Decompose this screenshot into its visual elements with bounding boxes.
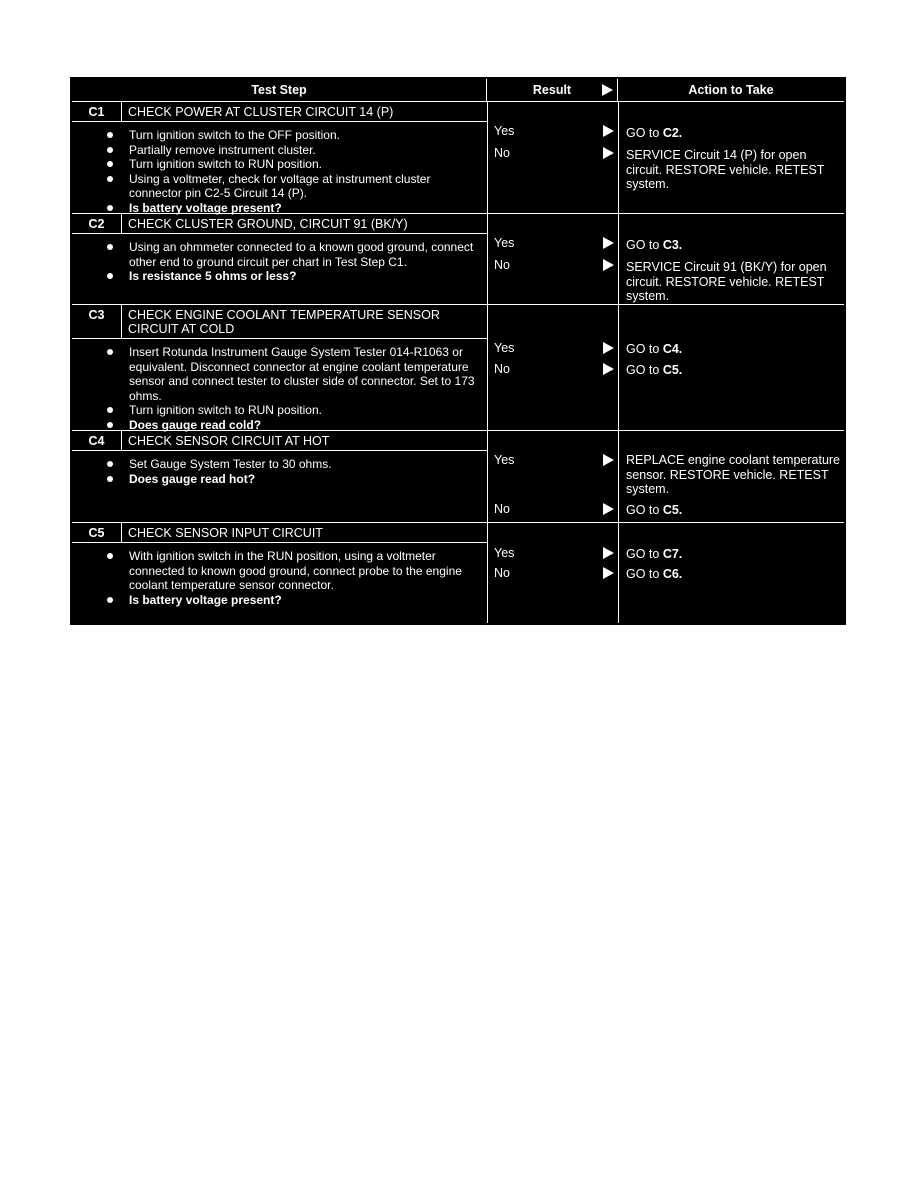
- step-description: [72, 523, 488, 623]
- step-title-row: [72, 214, 487, 234]
- test-step-row: [72, 431, 844, 523]
- action-cell: [619, 523, 844, 623]
- result-cell: [488, 102, 619, 213]
- action-text: [626, 342, 840, 357]
- action-cell: [619, 214, 844, 304]
- action-prefix: GO to: [626, 342, 663, 356]
- step-description: [72, 305, 488, 430]
- step-description: [72, 431, 488, 522]
- result-no: [494, 502, 614, 516]
- step-instructions: [72, 451, 487, 491]
- step-description: [72, 102, 488, 213]
- action-cell: [619, 431, 844, 522]
- step-title: CHECK POWER AT CLUSTER CIRCUIT 14 (P): [128, 105, 394, 119]
- action-step-ref: C7.: [662, 547, 683, 561]
- action-text: [626, 547, 840, 562]
- action-text: [626, 503, 840, 518]
- result-label: No: [494, 146, 510, 160]
- arrow-right-icon: [603, 363, 614, 375]
- action-text: REPLACE engine coolant temperature sensor. RESTORE vehicle. RETEST system.: [626, 453, 841, 496]
- table-header: [72, 79, 844, 102]
- action-text: [626, 126, 840, 141]
- step-description: [72, 214, 488, 304]
- test-step-row: [72, 305, 844, 431]
- action-step-ref: C6.: [662, 567, 683, 581]
- instruction-question: Does gauge read cold?: [129, 418, 481, 433]
- arrow-right-icon: [603, 147, 614, 159]
- instruction-item: With ignition switch in the RUN position, using a voltmeter connected to known good ground, connect probe to the engine coolant temperature sensor connector.: [129, 549, 481, 593]
- instruction-item: Turn ignition switch to RUN position.: [129, 403, 481, 418]
- action-prefix: GO to: [626, 126, 663, 140]
- action-step-ref: C3.: [662, 238, 683, 252]
- result-label: No: [494, 362, 510, 376]
- step-title-row: [72, 431, 487, 451]
- action-text: SERVICE Circuit 91 (BK/Y) for open circuit. RESTORE vehicle. RETEST system.: [626, 260, 827, 303]
- result-label: Yes: [494, 124, 515, 138]
- arrow-right-icon: [603, 503, 614, 515]
- action-step-ref: C4.: [662, 342, 683, 356]
- result-yes: [494, 341, 614, 355]
- instruction-question: Is battery voltage present?: [129, 201, 481, 216]
- result-label: Yes: [494, 453, 515, 467]
- action-cell: [619, 102, 844, 213]
- result-label: Yes: [494, 341, 515, 355]
- result-label: No: [494, 566, 510, 580]
- header-test-step: Test Step: [72, 79, 487, 101]
- arrow-right-icon: [602, 84, 613, 96]
- step-id: C2: [72, 214, 122, 233]
- action-prefix: GO to: [626, 503, 663, 517]
- step-id: C4: [72, 431, 122, 450]
- diagnostic-table: [70, 77, 846, 625]
- step-id: C3: [72, 305, 122, 338]
- arrow-right-icon: [603, 125, 614, 137]
- step-title-row: [72, 305, 487, 339]
- step-title: CHECK CLUSTER GROUND, CIRCUIT 91 (BK/Y): [128, 217, 408, 231]
- result-yes: [494, 453, 614, 467]
- instruction-question: Does gauge read hot?: [129, 472, 481, 487]
- result-no: [494, 146, 614, 160]
- result-label: Yes: [494, 546, 515, 560]
- action-text: [626, 238, 840, 253]
- instruction-item: Partially remove instrument cluster.: [129, 143, 481, 158]
- result-cell: [488, 305, 619, 430]
- result-label: No: [494, 502, 510, 516]
- test-step-row: [72, 523, 844, 623]
- action-step-ref: C5.: [662, 363, 683, 377]
- step-title: CHECK SENSOR INPUT CIRCUIT: [128, 526, 323, 540]
- step-title-row: [72, 523, 487, 543]
- instruction-item: Using an ohmmeter connected to a known good ground, connect other end to ground circuit per chart in Test Step C1.: [129, 240, 481, 269]
- header-result: Result: [532, 83, 572, 97]
- result-cell: [488, 214, 619, 304]
- action-step-ref: C5.: [662, 503, 683, 517]
- arrow-right-icon: [603, 237, 614, 249]
- action-text: SERVICE Circuit 14 (P) for open circuit. RESTORE vehicle. RETEST system.: [626, 148, 825, 191]
- arrow-right-icon: [603, 567, 614, 579]
- instruction-item: Insert Rotunda Instrument Gauge System Tester 014-R1063 or equivalent. Disconnect connector at engine coolant temperature sensor and connect tester to cluster side of connector. Set to 173 ohms.: [129, 345, 481, 403]
- result-yes: [494, 546, 614, 560]
- action-cell: [619, 305, 844, 430]
- action-text: [626, 363, 840, 378]
- instruction-item: Using a voltmeter, check for voltage at instrument cluster connector pin C2-5 Circuit 14 (P).: [129, 172, 481, 201]
- instruction-question: Is resistance 5 ohms or less?: [129, 269, 481, 284]
- arrow-right-icon: [603, 454, 614, 466]
- arrow-right-icon: [603, 342, 614, 354]
- result-label: Yes: [494, 236, 515, 250]
- instruction-item: Set Gauge System Tester to 30 ohms.: [129, 457, 481, 472]
- action-step-ref: C2.: [662, 126, 683, 140]
- result-cell: [488, 431, 619, 522]
- step-id: C5: [72, 523, 122, 542]
- result-yes: [494, 236, 614, 250]
- action-prefix: GO to: [626, 238, 663, 252]
- test-step-row: [72, 102, 844, 214]
- step-instructions: [72, 234, 487, 289]
- result-cell: [488, 523, 619, 623]
- step-id: C1: [72, 102, 122, 121]
- result-no: [494, 258, 614, 272]
- step-instructions: [72, 122, 487, 220]
- test-step-row: [72, 214, 844, 305]
- action-text: [626, 567, 840, 582]
- instruction-item: Turn ignition switch to RUN position.: [129, 157, 481, 172]
- arrow-right-icon: [603, 547, 614, 559]
- result-yes: [494, 124, 614, 138]
- step-title: CHECK ENGINE COOLANT TEMPERATURE SENSOR CIRCUIT AT COLD: [128, 308, 440, 336]
- step-instructions: [72, 543, 487, 612]
- header-result-cell: [487, 79, 618, 101]
- arrow-right-icon: [603, 259, 614, 271]
- action-prefix: GO to: [626, 567, 663, 581]
- action-prefix: GO to: [626, 363, 663, 377]
- step-title: CHECK SENSOR CIRCUIT AT HOT: [128, 434, 330, 448]
- instruction-item: Turn ignition switch to the OFF position.: [129, 128, 481, 143]
- header-action: Action to Take: [688, 83, 774, 97]
- action-prefix: GO to: [626, 547, 663, 561]
- result-no: [494, 362, 614, 376]
- result-no: [494, 566, 614, 580]
- step-title-row: [72, 102, 487, 122]
- instruction-question: Is battery voltage present?: [129, 593, 481, 608]
- result-label: No: [494, 258, 510, 272]
- step-instructions: [72, 339, 487, 437]
